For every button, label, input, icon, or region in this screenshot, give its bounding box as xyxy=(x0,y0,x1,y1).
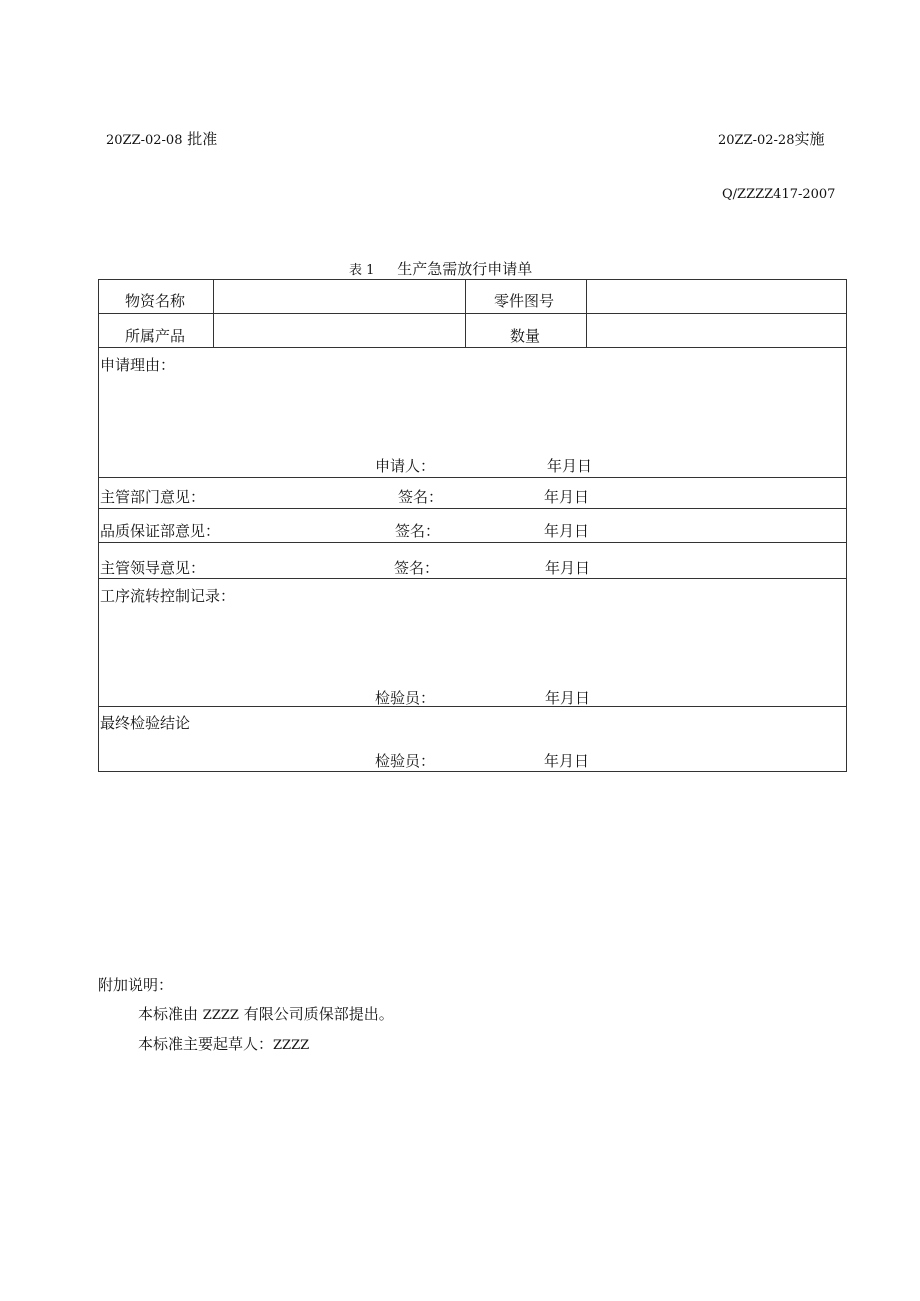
table-caption xyxy=(349,258,532,279)
row-divider xyxy=(99,706,846,707)
leader-opinion-label: 主管领导意见： xyxy=(100,559,206,577)
row-divider xyxy=(99,542,846,543)
table-caption-title: 生产急需放行申请单 xyxy=(397,260,533,278)
part-drawing-no-label: 零件图号 xyxy=(494,292,555,310)
row-divider xyxy=(99,477,846,478)
row-divider xyxy=(99,508,846,509)
notes-title: 附加说明： xyxy=(98,976,174,994)
quantity-label: 数量 xyxy=(510,327,541,345)
effective-line xyxy=(718,128,825,149)
effective-date: 20ZZ-02-28 xyxy=(718,133,795,148)
product-label: 所属产品 xyxy=(125,327,186,345)
notes-line-1 xyxy=(138,1003,394,1024)
material-name-field[interactable] xyxy=(214,280,464,313)
final-date: 年月日 xyxy=(544,752,590,770)
dept-opinion-label: 主管部门意见： xyxy=(100,488,206,506)
reason-date: 年月日 xyxy=(547,457,593,475)
quantity-field[interactable] xyxy=(587,314,846,347)
reason-label: 申请理由： xyxy=(100,356,176,374)
leader-sign-label: 签名： xyxy=(394,559,440,577)
table-caption-number: 表 1 xyxy=(349,263,375,278)
notes-line-2-prefix: 本标准主要起草人： xyxy=(138,1035,274,1053)
row-divider xyxy=(99,578,846,579)
effective-label: 实施 xyxy=(794,130,825,148)
dept-date: 年月日 xyxy=(544,488,590,506)
part-drawing-no-field[interactable] xyxy=(587,280,846,313)
approve-label: 批准 xyxy=(187,130,218,148)
notes-line-1-prefix: 本标准由 xyxy=(138,1005,199,1023)
process-date: 年月日 xyxy=(545,689,591,707)
quality-opinion-label: 品质保证部意见： xyxy=(100,522,221,540)
row-divider xyxy=(99,347,846,348)
product-field[interactable] xyxy=(214,314,464,347)
quality-date: 年月日 xyxy=(544,522,590,540)
release-application-table xyxy=(98,279,847,772)
notes-company: ZZZZ xyxy=(202,1008,239,1023)
material-name-label: 物资名称 xyxy=(125,292,186,310)
approve-line xyxy=(106,128,217,149)
leader-date: 年月日 xyxy=(545,559,591,577)
notes-drafter: ZZZZ xyxy=(273,1038,310,1053)
final-inspector-label: 检验员： xyxy=(375,752,436,770)
process-record-label: 工序流转控制记录： xyxy=(100,587,236,605)
final-conclusion-label: 最终检验结论 xyxy=(100,714,191,732)
column-divider xyxy=(465,280,466,347)
quality-sign-label: 签名： xyxy=(395,522,441,540)
approve-date: 20ZZ-02-08 xyxy=(106,133,183,148)
applicant-label: 申请人： xyxy=(375,457,436,475)
notes-line-1-suffix: 有限公司质保部提出。 xyxy=(243,1005,394,1023)
notes-line-2 xyxy=(138,1033,309,1054)
process-inspector-label: 检验员： xyxy=(375,689,436,707)
standard-number: Q/ZZZZ417-2007 xyxy=(722,187,836,202)
dept-sign-label: 签名： xyxy=(398,488,444,506)
